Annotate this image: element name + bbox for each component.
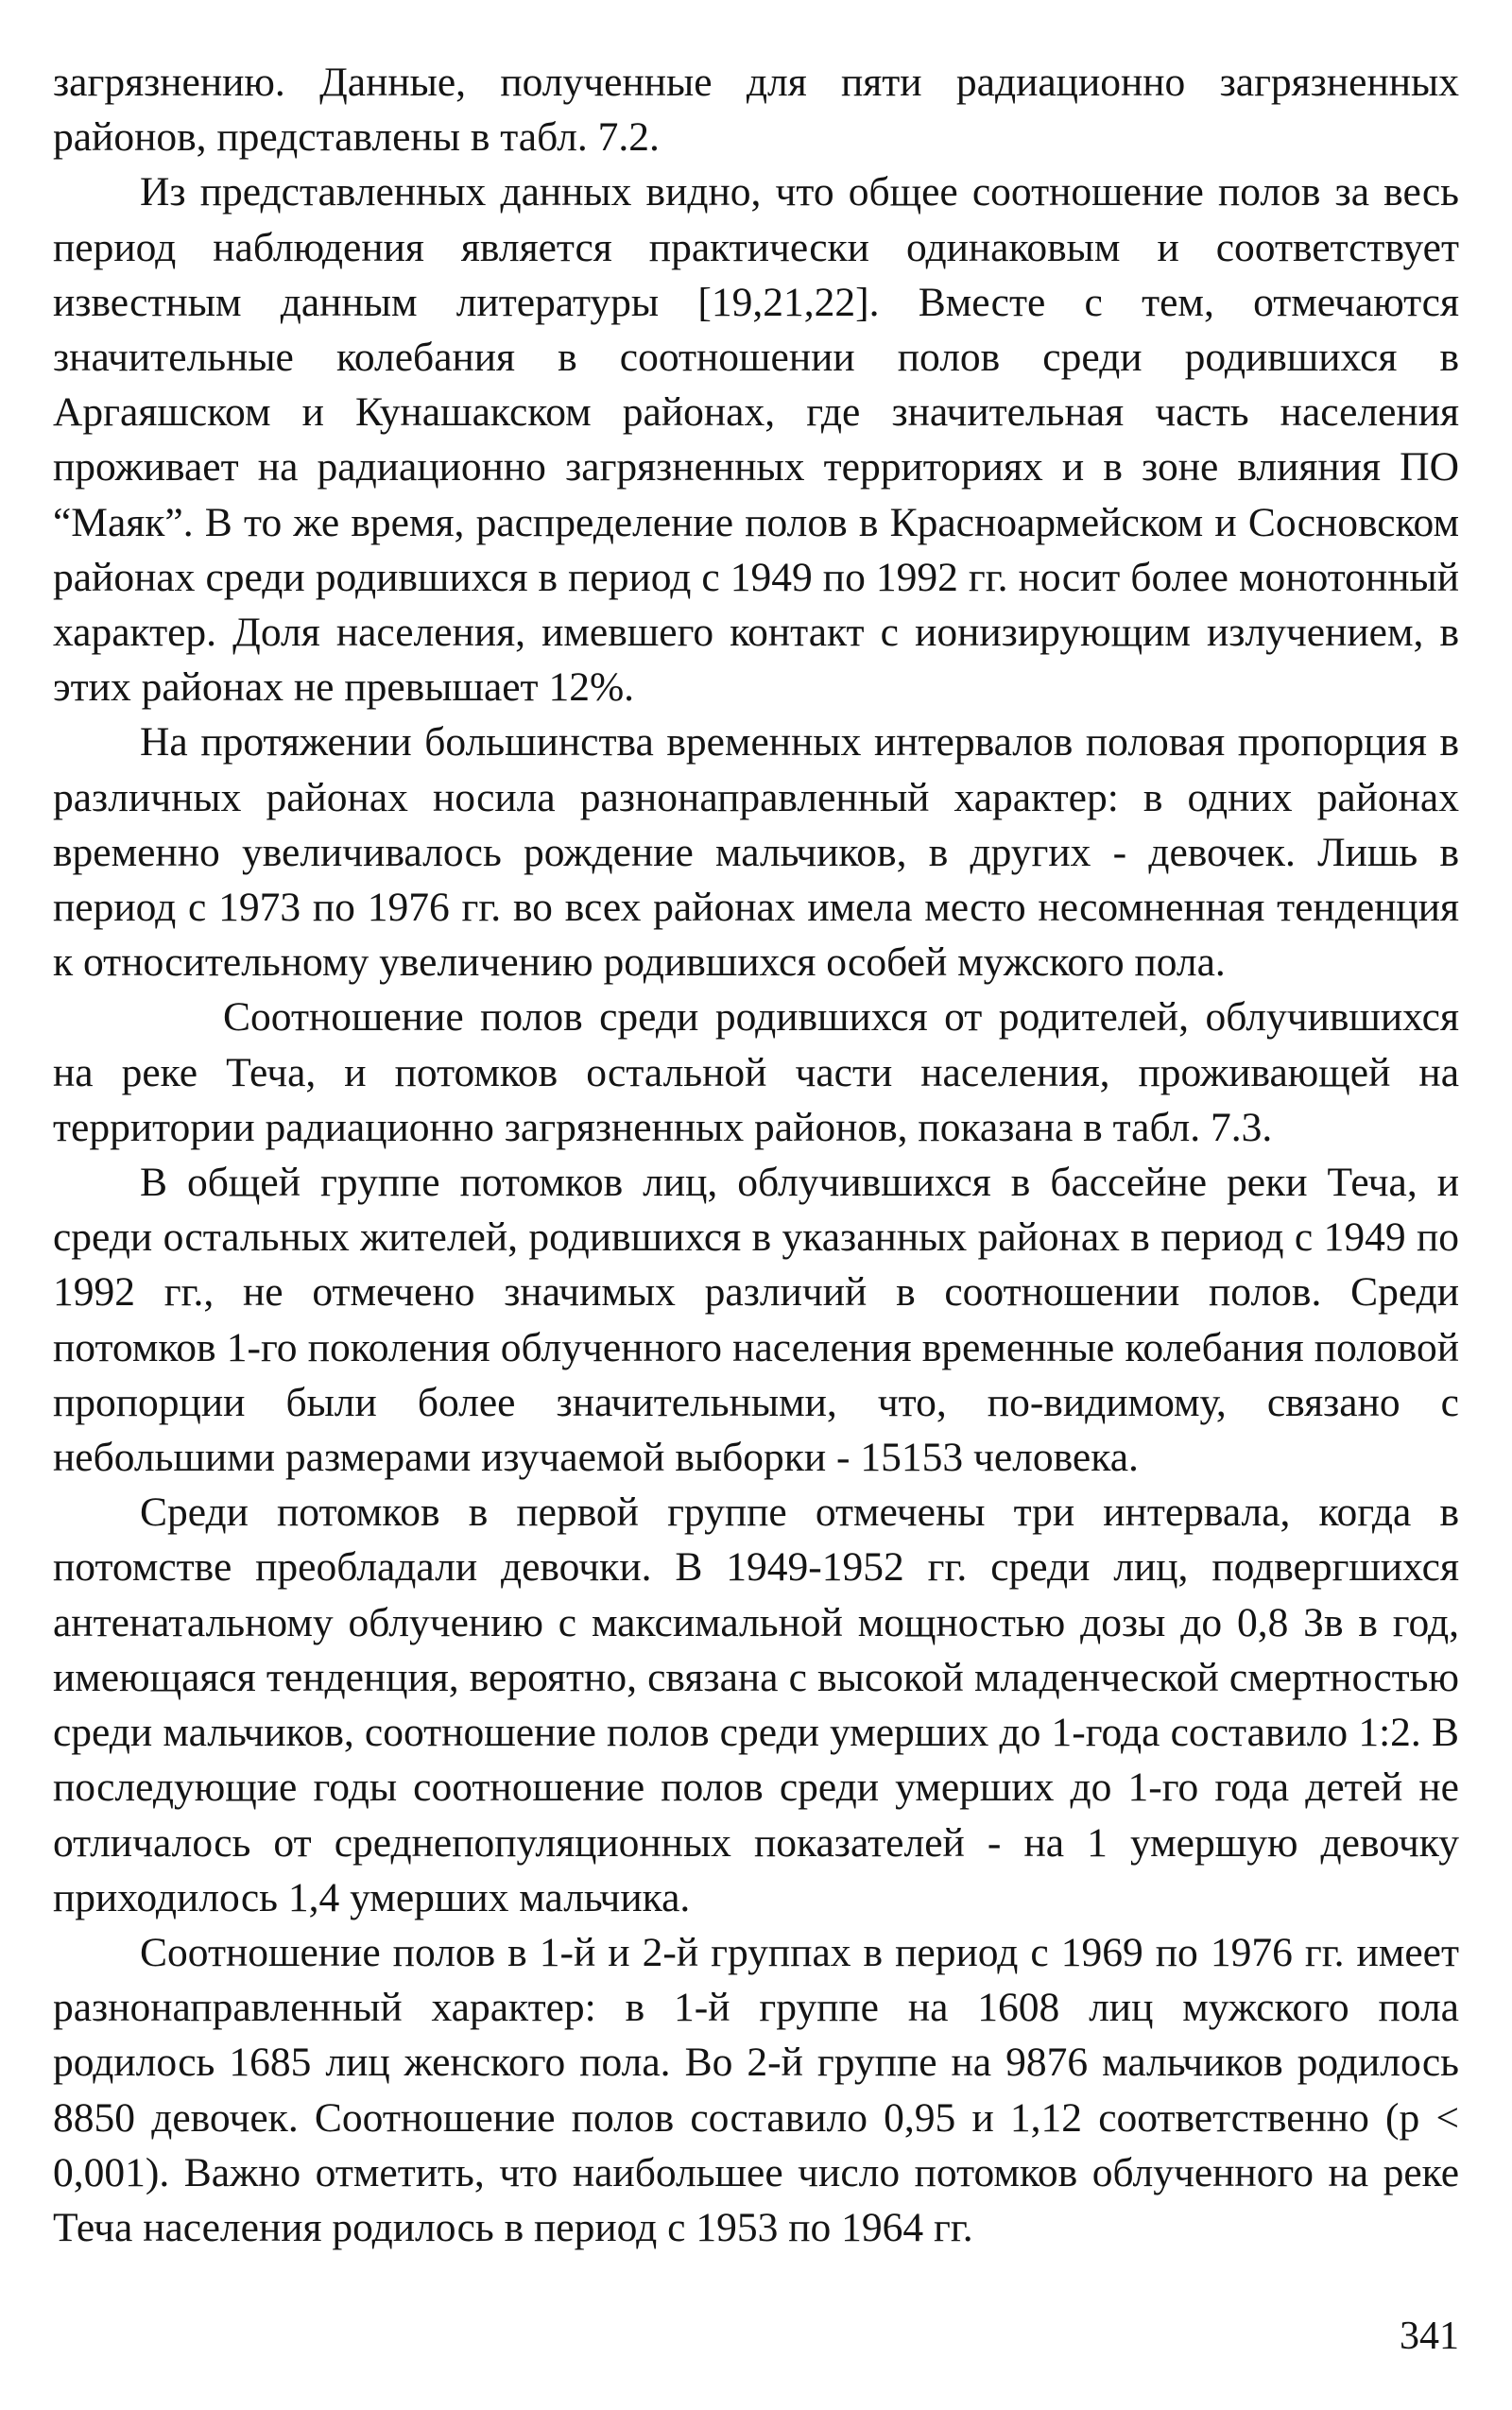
paragraph-continuation: загрязнению. Данные, полученные для пяти радиационно загрязненных районов, представлены в табл. 7.2. — [53, 60, 1459, 161]
page-number: 341 — [1400, 2315, 1459, 2358]
paragraph-groups-comparison: Соотношение полов в 1-й и 2-й группах в период с 1969 по 1976 гг. имеет разнонаправленный характер: в 1-й группе на 1608 лиц мужского пола родилось 1685 лиц женского пола. Во 2-й группе на 9876 мальчиков родилось 8850 девочек. Соотношение полов составило 0,95 и 1,12 соответственно (р < 0,001). Важно отметить, что наибольшее число потомков облученного на реке Теча населения родилось в период с 1953 по 1964 гг. — [53, 1929, 1459, 2250]
page-body — [53, 55, 1459, 2255]
paragraph-general-group: В общей группе потомков лиц, облучившихся в бассейне реки Теча, и среди остальных жителей, родившихся в указанных районах в период с 1949 по 1992 гг., не отмечено значимых различий в соотношении полов. Среди потомков 1-го поколения облученного населения временные колебания половой пропорции были более значительными, что, по-видимому, связано с небольшими размерами изучаемой выборки - 15153 человека. — [53, 1160, 1459, 1481]
paragraph-sex-ratio-overview: Из представленных данных видно, что общее соотношение полов за весь период наблюдения является практически одинаковым и соответствует известным данным литературы [19,21,22]. Вместе с тем, отмечаются значительные колебания в соотношении полов среди родившихся в Аргаяшском и Кунашакском районах, где значительная часть населения проживает на радиационно загрязненных территориях и в зоне влияния ПО “Маяк”. В то же время, распределение полов в Красноармейском и Сосновском районах среди родившихся в период с 1949 по 1992 гг. носит более монотонный характер. Доля населения, имевшего контакт с ионизирующим излучением, в этих районах не превышает 12%. — [53, 169, 1459, 711]
paragraph-first-group: Среди потомков в первой группе отмечены три интервала, когда в потомстве преобладали девочки. В 1949-1952 гг. среди лиц, подвергшихся антенатальному облучению с максимальной мощностью дозы до 0,8 Зв в год, имеющаяся тенденция, вероятно, связана с высокой младенческой смертностью среди мальчиков, соотношение полов среди умерших до 1-года составило 1:2. В последующие годы соотношение полов среди умерших до 1-го года детей не отличалось от среднепопуляционных показателей - на 1 умершую девочку приходилось 1,4 умерших мальчика. — [53, 1489, 1459, 1920]
paragraph-table-reference: Соотношение полов среди родившихся от родителей, облучившихся на реке Теча, и потомков остальной части населения, проживающей на территории радиационно загрязненных районов, показана в табл. 7.3. — [53, 994, 1459, 1150]
paragraph-time-intervals: На протяжении большинства временных интервалов половая пропорция в различных районах носила разнонаправленный характер: в одних районах временно увеличивалось рождение мальчиков, в других - девочек. Лишь в период с 1973 по 1976 гг. во всех районах имела место несомненная тенденция к относительному увеличению родившихся особей мужского пола. — [53, 719, 1459, 986]
